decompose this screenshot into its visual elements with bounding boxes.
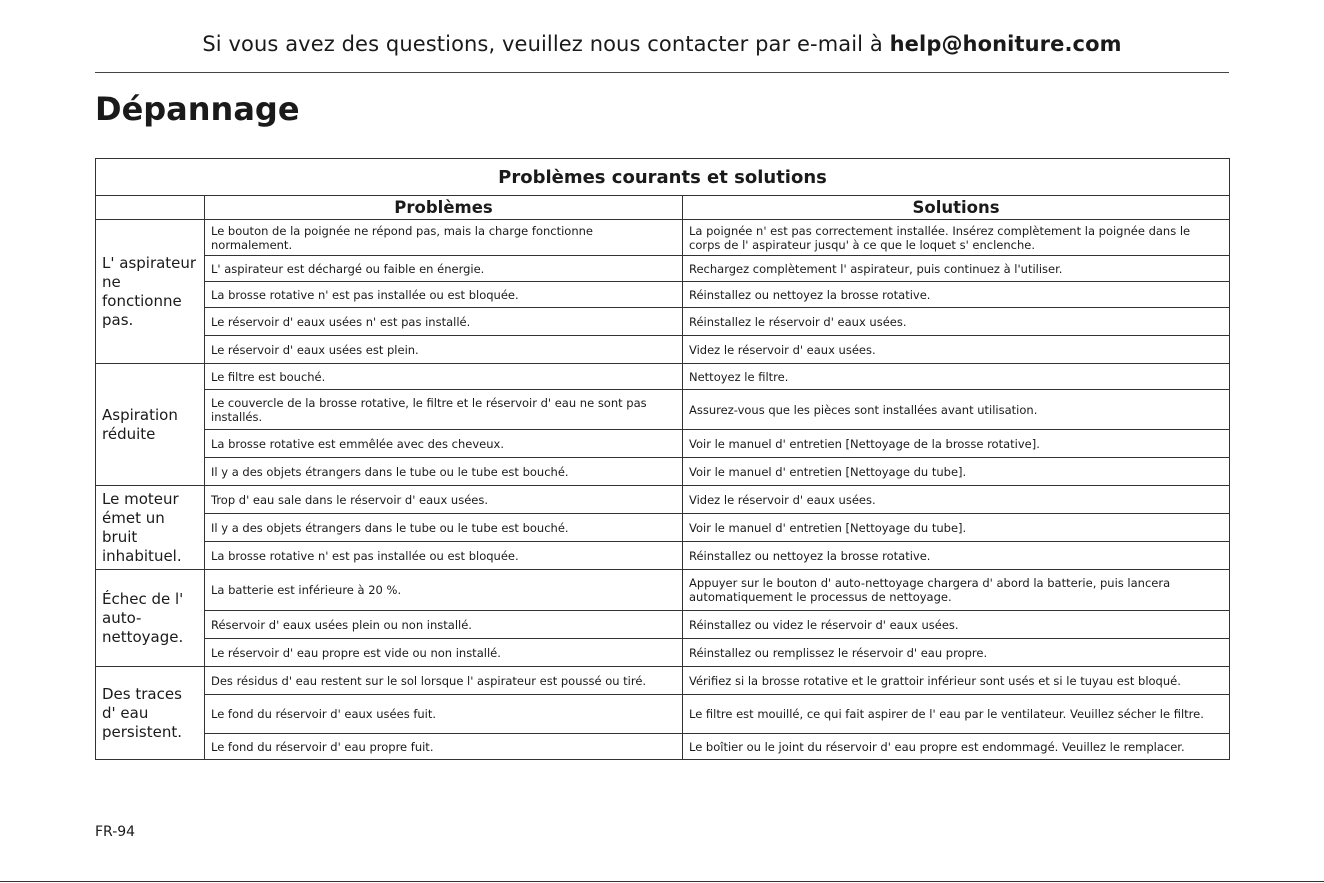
- column-header-problems: Problèmes: [205, 196, 683, 220]
- solution-cell: Le filtre est mouillé, ce qui fait aspirer de l' eau par le ventilateur. Veuillez sécher le filtre.: [683, 695, 1230, 734]
- table-row: [96, 308, 1230, 336]
- problem-cell: Le filtre est bouché.: [205, 364, 683, 390]
- problem-cell: Le fond du réservoir d' eaux usées fuit.: [205, 695, 683, 734]
- problem-cell: Le réservoir d' eaux usées n' est pas installé.: [205, 308, 683, 336]
- problem-cell: Il y a des objets étrangers dans le tube ou le tube est bouché.: [205, 514, 683, 542]
- table-row: [96, 667, 1230, 695]
- bottom-rule: [0, 881, 1324, 882]
- solution-cell: Rechargez complètement l' aspirateur, puis continuez à l'utiliser.: [683, 256, 1230, 282]
- problem-cell: Réservoir d' eaux usées plein ou non installé.: [205, 611, 683, 639]
- solution-cell: Le boîtier ou le joint du réservoir d' eau propre est endommagé. Veuillez le remplacer.: [683, 734, 1230, 760]
- table-row: [96, 486, 1230, 514]
- solution-cell: Nettoyez le filtre.: [683, 364, 1230, 390]
- problem-cell: La batterie est inférieure à 20 %.: [205, 570, 683, 611]
- column-header-category: [96, 196, 205, 220]
- table-row: [96, 542, 1230, 570]
- table-row: [96, 458, 1230, 486]
- table-row: [96, 639, 1230, 667]
- problem-cell: L' aspirateur est déchargé ou faible en énergie.: [205, 256, 683, 282]
- table-row: [96, 734, 1230, 760]
- problem-cell: Le couvercle de la brosse rotative, le filtre et le réservoir d' eau ne sont pas installés.: [205, 390, 683, 430]
- problem-cell: Des résidus d' eau restent sur le sol lorsque l' aspirateur est poussé ou tiré.: [205, 667, 683, 695]
- category-cell: Échec de l' auto-nettoyage.: [96, 570, 205, 667]
- table-row: [96, 695, 1230, 734]
- table-row: [96, 514, 1230, 542]
- solution-cell: Réinstallez ou remplissez le réservoir d' eau propre.: [683, 639, 1230, 667]
- table-row: [96, 282, 1230, 308]
- table-row: [96, 336, 1230, 364]
- category-cell: Des traces d' eau persistent.: [96, 667, 205, 760]
- table-row: [96, 256, 1230, 282]
- contact-header: [0, 32, 1324, 56]
- category-cell: L' aspirateur ne fonctionne pas.: [96, 220, 205, 364]
- problem-cell: Trop d' eau sale dans le réservoir d' eaux usées.: [205, 486, 683, 514]
- table-row: [96, 390, 1230, 430]
- solution-cell: La poignée n' est pas correctement installée. Insérez complètement la poignée dans le corps de l' aspirateur jusqu' à ce que le loquet s' enclenche.: [683, 220, 1230, 256]
- table-row: [96, 611, 1230, 639]
- page-title: Dépannage: [95, 90, 300, 128]
- problem-cell: Le bouton de la poignée ne répond pas, mais la charge fonctionne normalement.: [205, 220, 683, 256]
- solution-cell: Réinstallez ou videz le réservoir d' eaux usées.: [683, 611, 1230, 639]
- solution-cell: Réinstallez ou nettoyez la brosse rotative.: [683, 282, 1230, 308]
- problem-cell: La brosse rotative est emmêlée avec des cheveux.: [205, 430, 683, 458]
- solution-cell: Voir le manuel d' entretien [Nettoyage du tube].: [683, 514, 1230, 542]
- table-caption: Problèmes courants et solutions: [96, 159, 1230, 196]
- page-number: FR-94: [95, 824, 136, 840]
- contact-text: Si vous avez des questions, veuillez nous contacter par e-mail à: [202, 32, 890, 56]
- table-row: [96, 220, 1230, 256]
- solution-cell: Voir le manuel d' entretien [Nettoyage du tube].: [683, 458, 1230, 486]
- solution-cell: Réinstallez ou nettoyez la brosse rotative.: [683, 542, 1230, 570]
- solution-cell: Vérifiez si la brosse rotative et le grattoir inférieur sont usés et si le tuyau est bloqué.: [683, 667, 1230, 695]
- troubleshooting-table: [95, 158, 1230, 760]
- column-header-solutions: Solutions: [683, 196, 1230, 220]
- solution-cell: Voir le manuel d' entretien [Nettoyage de la brosse rotative].: [683, 430, 1230, 458]
- problem-cell: La brosse rotative n' est pas installée ou est bloquée.: [205, 282, 683, 308]
- problem-cell: La brosse rotative n' est pas installée ou est bloquée.: [205, 542, 683, 570]
- solution-cell: Assurez-vous que les pièces sont installées avant utilisation.: [683, 390, 1230, 430]
- category-cell: Aspiration réduite: [96, 364, 205, 486]
- problem-cell: Il y a des objets étrangers dans le tube ou le tube est bouché.: [205, 458, 683, 486]
- table-row: [96, 430, 1230, 458]
- table-row: [96, 570, 1230, 611]
- problem-cell: Le réservoir d' eau propre est vide ou non installé.: [205, 639, 683, 667]
- solution-cell: Videz le réservoir d' eaux usées.: [683, 486, 1230, 514]
- contact-email[interactable]: help@honiture.com: [889, 32, 1122, 56]
- solution-cell: Appuyer sur le bouton d' auto-nettoyage chargera d' abord la batterie, puis lancera automatiquement le processus de nettoyage.: [683, 570, 1230, 611]
- problem-cell: Le réservoir d' eaux usées est plein.: [205, 336, 683, 364]
- problem-cell: Le fond du réservoir d' eau propre fuit.: [205, 734, 683, 760]
- category-cell: Le moteur émet un bruit inhabituel.: [96, 486, 205, 570]
- header-divider: [95, 72, 1229, 73]
- solution-cell: Videz le réservoir d' eaux usées.: [683, 336, 1230, 364]
- solution-cell: Réinstallez le réservoir d' eaux usées.: [683, 308, 1230, 336]
- table-row: [96, 364, 1230, 390]
